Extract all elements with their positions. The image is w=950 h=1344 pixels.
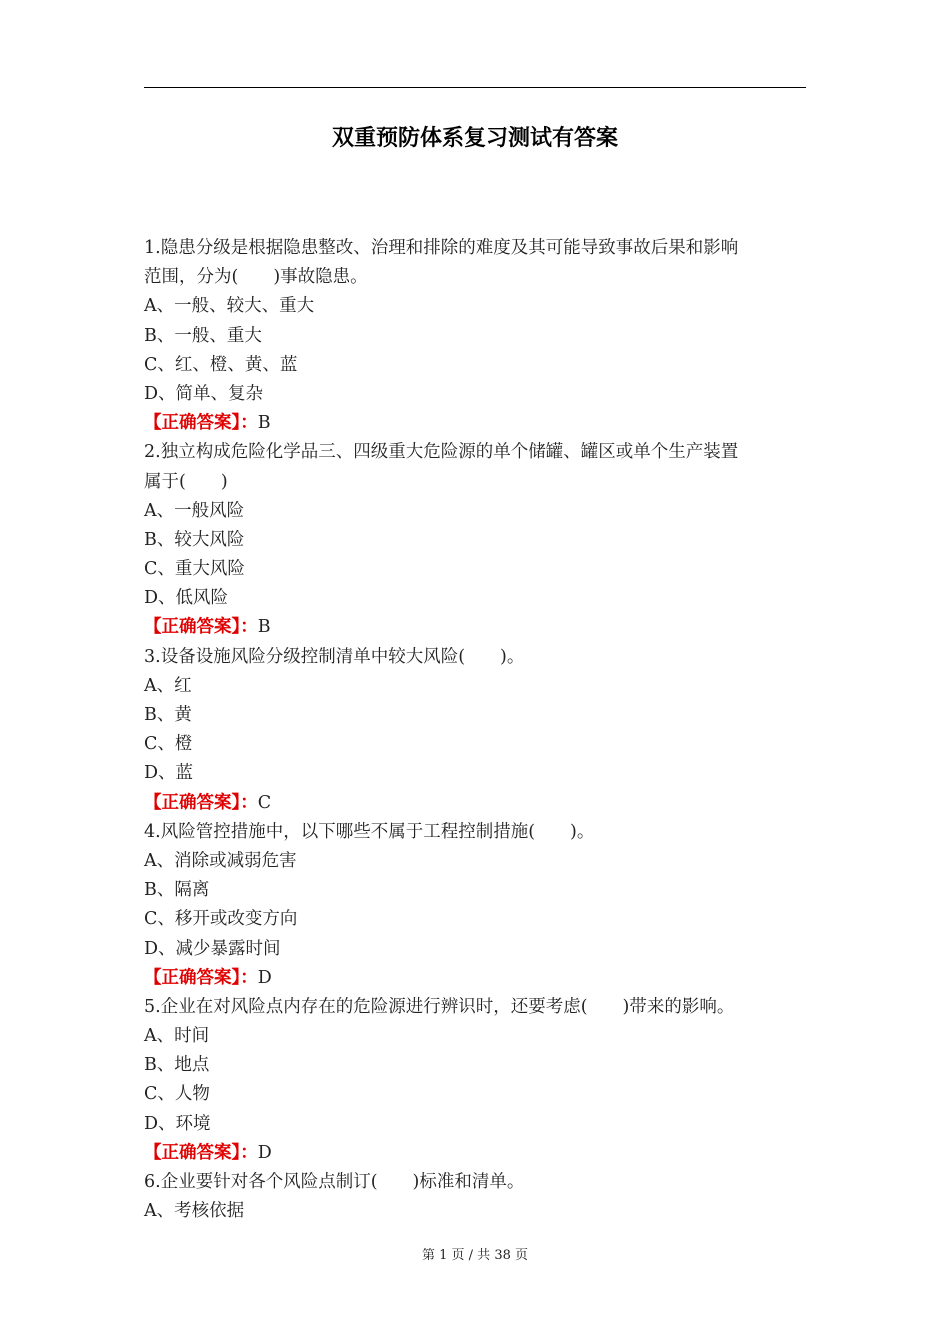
question-1-stem-line-2: 范围，分为( )事故隐患。 [144,267,368,288]
answer-label: 【正确答案】： [144,967,258,988]
answer-label: 【正确答案】： [144,617,258,638]
question-1-stem-line-1: 1.隐患分级是根据隐患整改、治理和排除的难度及其可能导致事故后果和影响 [144,238,739,258]
answer-label: 【正确答案】： [144,1142,258,1163]
question-4-stem-line-1: 4.风险管控措施中，以下哪些不属于工程控制措施( )。 [144,821,595,842]
question-5-option-a: A、时间 [144,1026,210,1047]
question-6-option-a: A、考核依据 [144,1201,245,1222]
question-1 [144,234,806,438]
header-rule [144,87,806,88]
answer-value: B [257,617,271,638]
question-5-option-c: C、人物 [144,1084,210,1105]
question-5-stem-line-1: 5.企业在对风险点内存在的危险源进行辨识时，还要考虑( )带来的影响。 [144,996,735,1017]
question-1-option-a: A、一般、较大、重大 [144,296,315,317]
question-3-option-d: D、蓝 [144,763,194,784]
question-2-option-b: B、较大风险 [144,529,245,550]
document-title: 双重预防体系复习测试有答案 [331,126,618,151]
question-2-stem-line-1: 2.独立构成危险化学品三、四级重大危险源的单个储罐、罐区或单个生产装置 [144,442,739,463]
question-4-option-b: B、隔离 [144,880,210,901]
question-2-option-a: A、一般风险 [144,500,245,521]
question-4-option-d: D、减少暴露时间 [144,938,281,959]
question-4 [144,818,806,993]
question-6-stem-line-1: 6.企业要针对各个风险点制订( )标准和清单。 [144,1172,525,1192]
question-1-answer [144,409,806,438]
question-3-answer [144,789,806,818]
answer-value: D [257,967,272,988]
answer-label: 【正确答案】： [144,413,258,434]
question-4-option-a: A、消除或减弱危害 [144,850,297,871]
question-3-stem-line-1: 3.设备设施风险分级控制清单中较大风险( )。 [144,646,525,667]
answer-label: 【正确答案】： [144,792,258,813]
answer-value: B [257,413,271,434]
question-2-option-c: C、重大风险 [144,559,245,580]
question-2-answer [144,613,806,642]
answer-value: C [257,792,272,813]
question-4-answer [144,964,806,993]
question-1-option-b: B、一般、重大 [144,325,262,346]
question-3 [144,643,806,818]
question-3-option-a: A、红 [144,675,192,696]
question-2-stem-line-2: 属于( ) [144,471,228,492]
question-5-answer [144,1139,806,1168]
question-5-option-b: B、地点 [144,1055,210,1076]
question-5-option-d: D、环境 [144,1113,211,1134]
page-footer: 第 1 页 / 共 38 页 [422,1248,528,1263]
question-2-option-d: D、低风险 [144,588,229,609]
answer-value: D [257,1142,272,1163]
question-1-option-c: C、红、橙、黄、蓝 [144,354,298,375]
question-1-option-d: D、简单、复杂 [144,383,264,404]
question-4-option-c: C、移开或改变方向 [144,909,298,930]
question-list [144,234,806,1226]
question-5 [144,993,806,1168]
question-6 [144,1168,806,1226]
question-2 [144,438,806,642]
question-3-option-b: B、黄 [144,705,192,725]
question-3-option-c: C、橙 [144,734,193,755]
